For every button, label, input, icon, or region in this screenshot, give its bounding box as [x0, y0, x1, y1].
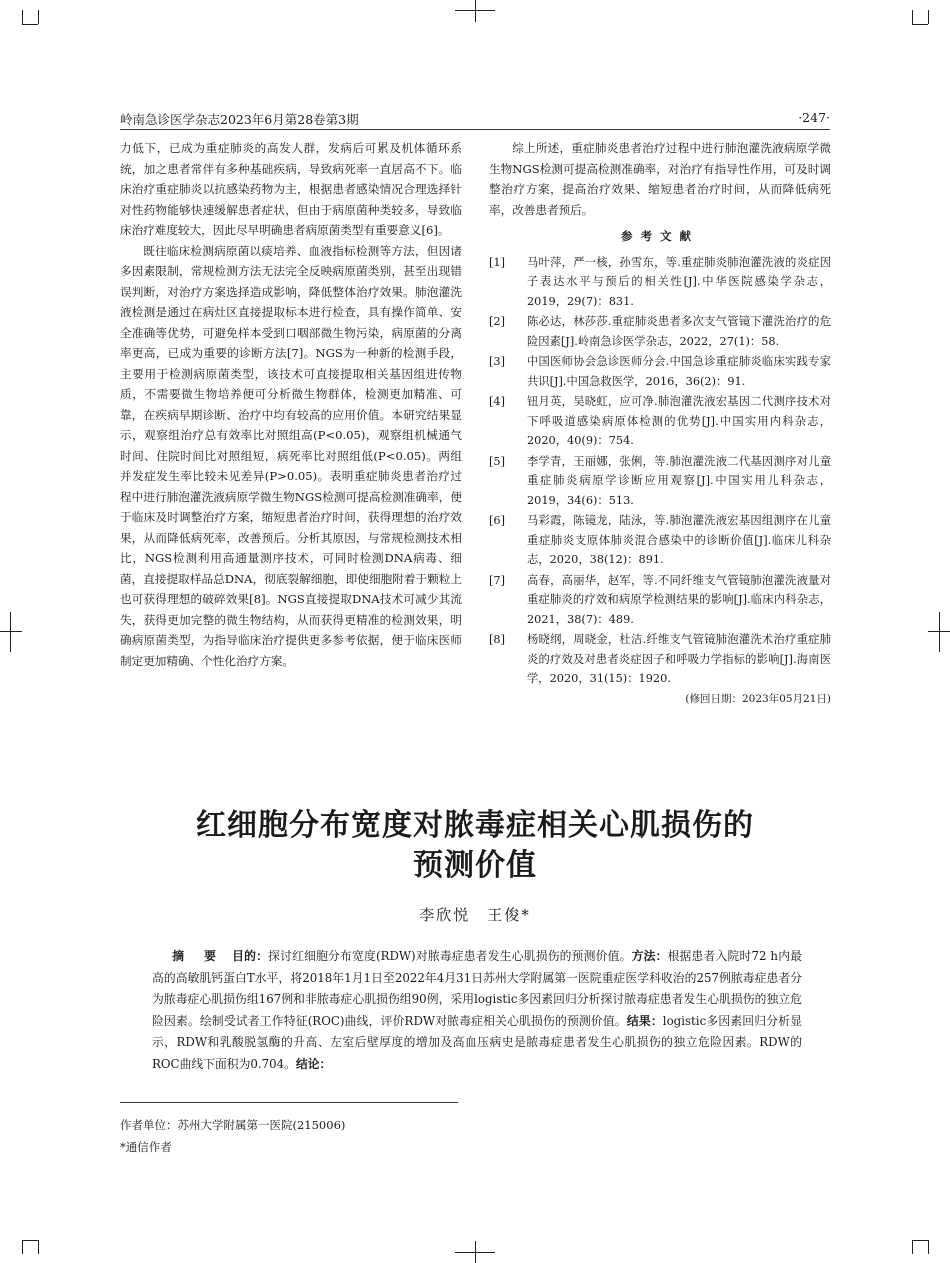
header-divider: [120, 129, 830, 130]
article-title-line1: 红细胞分布宽度对脓毒症相关心肌损伤的: [196, 808, 754, 843]
reference-text: 钮月英，吴晓虹，应可净.肺泡灌洗液宏基因二代测序技术对下呼吸道感染病原体检测的优势[J].中国实用内科杂志，2020，40(9)：754.: [527, 395, 831, 447]
right-column: [489, 138, 831, 708]
reference-item: [489, 452, 831, 511]
reference-text: 李学青，王丽娜，张俐，等.肺泡灌洗液二代基因测序对儿童重症肺炎病原学诊断应用观察[J].中国实用儿科杂志，2019，34(6)：513.: [527, 454, 831, 507]
reference-number: [6]: [489, 514, 506, 527]
affiliation-note: 作者单位：苏州大学附属第一医院(215006): [120, 1118, 346, 1132]
reference-text: 陈必达，林莎莎.重症肺炎患者多次支气管镜下灌洗治疗的危险因素[J].岭南急诊医学杂志，2022，27(1)：58.: [527, 315, 831, 348]
abstract: [152, 946, 802, 1075]
objective-label: 目的：: [232, 949, 269, 963]
references-heading: 参考文献: [621, 229, 699, 243]
reference-item: [489, 392, 831, 451]
reference-number: [2]: [489, 315, 506, 328]
authors: 李欣悦 王俊*: [419, 906, 531, 924]
reference-number: [7]: [489, 573, 506, 587]
reference-number: [3]: [489, 355, 506, 368]
methods-text: 根据患者入院时72 h内最高的高敏肌钙蛋白T水平，将2018年1月1日至2022年4月31日苏州大学附属第一医院重症医学科收治的257例脓毒症患者分为脓毒症心肌损伤组167例和非脓毒症心肌损伤组90例，采用logistic多因素回归分析探讨脓毒症患者发生心肌损伤的独立危险因素。绘制受试者工作特征(ROC)曲线，评价RDW对脓毒症相关心肌损伤的预测价值。: [152, 949, 802, 1028]
reference-item: [489, 571, 831, 630]
footnote-divider: [120, 1102, 458, 1103]
article-title: [100, 806, 850, 886]
reference-item: [489, 312, 831, 351]
paragraph-conclusion: 综上所述，重症肺炎患者治疗过程中进行肺泡灌洗液病原学微生物NGS检测可提高检测准确率，对治疗有指导性作用，可及时调整治疗方案，提高治疗效果、缩短患者治疗时间，从而降低病死率，改善患者预后。: [489, 141, 831, 217]
reference-number: [8]: [489, 633, 506, 646]
reference-item: [489, 352, 831, 391]
revised-date: (修回日期：2023年05月21日): [685, 692, 831, 705]
reference-text: 马彩霞，陈镜龙，陆泳，等.肺泡灌洗液宏基因组测序在儿童重症肺炎支原体肺炎混合感染中的诊断价值[J].临床儿科杂志，2020，38(12)：891.: [527, 514, 831, 566]
reference-item: [489, 511, 831, 570]
objective-text: 探讨红细胞分布宽度(RDW)对脓毒症患者发生心肌损伤的预测价值。: [268, 949, 632, 963]
reference-item: [489, 253, 831, 312]
corresponding-author-note: *通信作者: [120, 1140, 172, 1154]
methods-label: 方法：: [631, 949, 668, 963]
reference-item: [489, 630, 831, 689]
reference-number: [1]: [489, 255, 506, 269]
reference-text: 高春，高丽华，赵军，等.不同纤维支气管镜肺泡灌洗液量对重症肺炎的疗效和病原学检测结果的影响[J].临床内科杂志，2021，38(7)：489.: [527, 573, 831, 626]
paragraph-discussion: 既往临床检测病原菌以痰培养、血液指标检测等方法，但因诸多因素限制，常规检测方法无法完全反映病原菌类别，甚至出现错误判断，对治疗方案选择造成影响，降低整体治疗效果。肺泡灌洗液检测是通过在病灶区直接提取标本进行检查，具有操作简单、安全准确等优势，可避免样本受到口咽部微生物污染，病原菌的分离率更高，已成为重要的诊断方法[7]。NGS为一种新的检测手段，主要用于检测病原菌类型，该技术可直接提取相关基因组进传物质，不需要微生物培养便可分析微生物群体，检测更加精准、可靠，在疾病早期诊断、治疗中均有较高的应用价值。本研究结果显示，观察组治疗总有效率比对照组高(P<0.05)，观察组机械通气时间、住院时间比对照组短，病死率比对照组低(P<0.05)。两组并发症发生率比较未见差异(P>0.05)。表明重症肺炎患者治疗过程中进行肺泡灌洗液病原学微生物NGS检测可提高检测准确率，便于临床及时调整治疗方案，缩短患者治疗时间，获得理想的治疗效果，从而降低病死率，改善预后。分析其原因，与常规检测技术相比，NGS检测利用高通量测序技术，可同时检测DNA病毒、细菌，直接提取样品总DNA，彻底裂解细胞，即使细胞附着于颗粒上也可获得理想的破碎效果[8]。NGS直接提取DNA技术可减少其流失，获得更加完整的微生物结构，从而获得更精准的检测效果，明确病原菌类型，为指导临床治疗提供更多参考依据，便于临床医师制定更加精确、个性化治疗方案。: [120, 243, 462, 668]
conclusion-label: 结论：: [295, 1056, 332, 1071]
abstract-label: 摘 要: [172, 949, 221, 963]
results-label: 结果：: [626, 1013, 663, 1028]
journal-header: 岭南急诊医学杂志2023年6月第28卷第3期: [120, 112, 359, 127]
reference-text: 杨晓纲，周晓金，杜洁.纤维支气管镜肺泡灌洗术治疗重症肺炎的疗效及对患者炎症因子和呼吸力学指标的影响[J].海南医学，2020，31(15)：1920.: [527, 633, 831, 685]
paragraph-continued: 力低下，已成为重症肺炎的高发人群，发病后可累及机体循环系统，加之患者常伴有多种基础疾病，导致病死率一直居高不下。临床治疗重症肺炎以抗感染药物为主，根据患者感染情况合理选择针对性药物能够快速缓解患者症状，但由于病原菌种类较多，导致临床治疗难度较大，因此尽早明确患者病原菌类型有重要意义[6]。: [120, 141, 462, 237]
reference-list: [489, 253, 831, 689]
reference-text: 中国医师协会急诊医师分会.中国急诊重症肺炎临床实践专家共识[J].中国急救医学，2016，36(2)：91.: [527, 355, 831, 388]
reference-number: [5]: [489, 454, 506, 468]
article-title-line2: 预测价值: [413, 848, 537, 883]
reference-number: [4]: [489, 395, 506, 408]
left-column: [120, 138, 462, 671]
page-number: ·247·: [798, 110, 830, 125]
reference-text: 马叶萍，严一核，孙雪东，等.重症肺炎肺泡灌洗液的炎症因子表达水平与预后的相关性[J].中华医院感染学杂志，2019，29(7)：831.: [527, 255, 831, 308]
results-text: logistic多因素回归分析显示，RDW和乳酸脱氢酶的升高、左室后壁厚度的增加及高血压病史是脓毒症患者发生心肌损伤的独立危险因素。RDW的ROC曲线下面积为0.704。: [152, 1013, 802, 1071]
